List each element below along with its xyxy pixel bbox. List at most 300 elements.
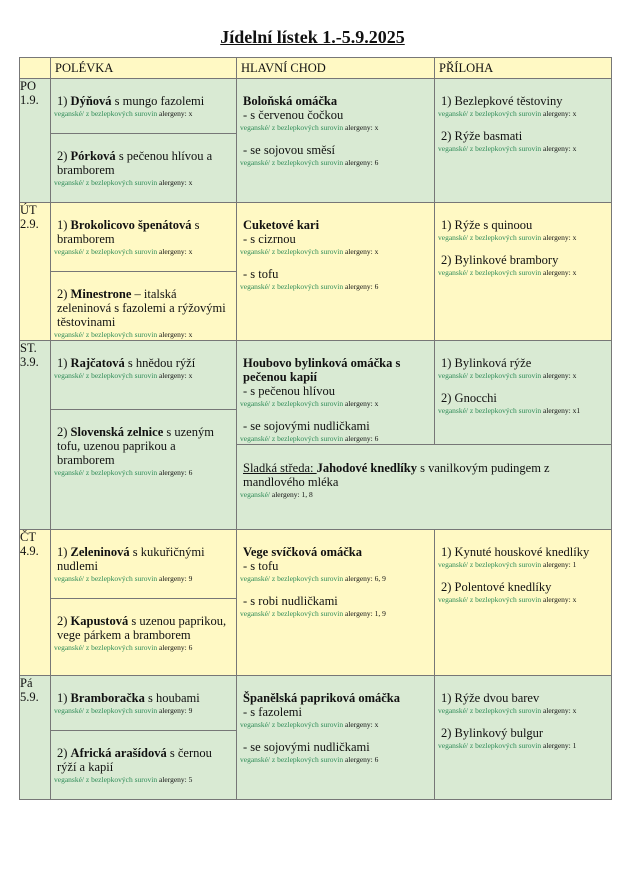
tag-separator: /	[81, 706, 86, 715]
gluten-free-tag: z bezlepkových surovin	[271, 755, 345, 764]
allergen-label: alergeny:	[344, 434, 375, 443]
allergen-value: x	[188, 178, 193, 187]
gluten-free-tag: z bezlepkových surovin	[85, 706, 159, 715]
header-soup: POLÉVKA	[51, 58, 237, 79]
allergen-tags	[438, 144, 608, 154]
allergen-tags	[438, 109, 608, 119]
soup-name	[54, 356, 233, 370]
allergen-tags	[240, 434, 431, 444]
vegan-tag: veganské	[54, 643, 82, 652]
main-course-cell	[237, 676, 435, 800]
allergen-value: x	[572, 595, 577, 604]
vegan-tag: veganské	[240, 282, 268, 291]
gluten-free-tag: z bezlepkových surovin	[469, 144, 543, 153]
soup-number: 2)	[57, 425, 71, 439]
vegan-tag: veganské	[438, 741, 466, 750]
allergen-value: 6, 9	[374, 574, 386, 583]
main-course-name	[240, 94, 431, 108]
allergen-label: alergeny:	[271, 490, 302, 499]
allergen-tags	[54, 247, 233, 257]
allergen-label: alergeny:	[158, 574, 189, 583]
day-row	[20, 676, 612, 731]
allergen-label: alergeny:	[158, 643, 189, 652]
allergen-tags	[54, 574, 233, 584]
allergen-tags	[438, 741, 608, 751]
tag-separator: /	[267, 399, 272, 408]
day-name: Pá	[20, 676, 33, 690]
allergen-tags	[438, 406, 608, 416]
allergen-label: alergeny:	[344, 399, 375, 408]
day-cell	[20, 79, 51, 203]
allergen-value: x	[572, 144, 577, 153]
allergen-value: x	[572, 268, 577, 277]
soup-description: s uzenou paprikou, vege párkem a bramborem	[57, 614, 227, 642]
gluten-free-tag: z bezlepkových surovin	[469, 595, 543, 604]
main-course-title: Boloňská omáčka	[243, 94, 338, 108]
vegan-tag: veganské	[54, 330, 82, 339]
soup-name	[54, 94, 233, 108]
soup-number: 1)	[57, 218, 71, 232]
side-dish: 1) Bezlepkové těstoviny	[441, 94, 563, 108]
allergen-label: alergeny:	[542, 144, 573, 153]
vegan-tag: veganské	[438, 233, 466, 242]
day-date: 2.9.	[20, 217, 39, 231]
soup-title: Kapustová	[70, 614, 129, 628]
day-date: 5.9.	[20, 690, 39, 704]
allergen-tags	[54, 706, 233, 716]
allergen-label: alergeny:	[158, 706, 189, 715]
soup-title: Zeleninová	[70, 545, 130, 559]
gluten-free-tag: z bezlepkových surovin	[469, 371, 543, 380]
allergen-value: x	[188, 247, 193, 256]
vegan-tag: veganské	[240, 609, 268, 618]
allergen-tags	[240, 399, 431, 409]
soup-number: 2)	[57, 149, 71, 163]
day-cell	[20, 676, 51, 800]
gluten-free-tag: z bezlepkových surovin	[85, 109, 159, 118]
allergen-value: x	[572, 233, 577, 242]
side-dish: 1) Rýže dvou barev	[441, 691, 540, 705]
main-course-option: - s cizrnou	[243, 232, 296, 246]
vegan-tag: veganské	[54, 574, 82, 583]
soup-description: s černou rýží a kapií	[57, 746, 212, 774]
vegan-tag: veganské	[240, 399, 268, 408]
soup-name	[54, 149, 233, 177]
main-course-name	[240, 356, 431, 384]
gluten-free-tag: z bezlepkových surovin	[85, 178, 159, 187]
soup-description: s pečenou hlívou a bramborem	[57, 149, 213, 177]
soup-cell	[51, 79, 237, 134]
tag-separator: /	[267, 490, 272, 499]
allergen-tags	[240, 720, 431, 730]
allergen-label: alergeny:	[344, 282, 375, 291]
soup-number: 2)	[57, 287, 71, 301]
allergen-value: 6	[188, 468, 193, 477]
tag-separator: /	[465, 595, 470, 604]
allergen-tags	[240, 158, 431, 168]
gluten-free-tag: z bezlepkových surovin	[271, 720, 345, 729]
allergen-tags	[54, 371, 233, 381]
vegan-tag: veganské	[240, 158, 268, 167]
gluten-free-tag: z bezlepkových surovin	[271, 247, 345, 256]
vegan-tag: veganské	[54, 178, 82, 187]
tag-separator: /	[81, 371, 86, 380]
gluten-free-tag: z bezlepkových surovin	[469, 741, 543, 750]
day-cell	[20, 203, 51, 341]
tag-separator: /	[465, 233, 470, 242]
gluten-free-tag: z bezlepkových surovin	[469, 706, 543, 715]
side-dish: 2) Gnocchi	[441, 391, 497, 405]
vegan-tag: veganské	[240, 574, 268, 583]
day-date: 4.9.	[20, 544, 39, 558]
allergen-tags	[240, 755, 431, 765]
tag-separator: /	[81, 574, 86, 583]
soup-name	[54, 218, 233, 246]
allergen-tags	[240, 574, 431, 584]
allergen-label: alergeny:	[542, 741, 573, 750]
allergen-label: alergeny:	[158, 468, 189, 477]
vegan-tag: veganské	[54, 371, 82, 380]
allergen-label: alergeny:	[542, 706, 573, 715]
allergen-label: alergeny:	[542, 406, 573, 415]
day-cell	[20, 530, 51, 676]
gluten-free-tag: z bezlepkových surovin	[85, 775, 159, 784]
soup-title: Minestrone	[70, 287, 132, 301]
soup-description: s hnědou rýží	[124, 356, 196, 370]
day-date: 1.9.	[20, 93, 39, 107]
soup-description: s uzeným tofu, uzenou paprikou a bramborem	[57, 425, 214, 467]
soup-cell	[51, 676, 237, 731]
allergen-tags	[54, 775, 233, 785]
soup-cell	[51, 599, 237, 676]
tag-separator: /	[267, 158, 272, 167]
allergen-label: alergeny:	[158, 178, 189, 187]
vegan-tag: veganské	[240, 490, 268, 499]
allergen-tags	[438, 233, 608, 243]
soup-cell	[51, 731, 237, 800]
main-course-title: Cuketové kari	[243, 218, 320, 232]
soup-cell	[51, 272, 237, 341]
tag-separator: /	[465, 144, 470, 153]
tag-separator: /	[465, 741, 470, 750]
tag-separator: /	[465, 109, 470, 118]
soup-description: s bramborem	[57, 218, 200, 246]
side-dish: 1) Bylinková rýže	[441, 356, 532, 370]
tag-separator: /	[81, 643, 86, 652]
day-row	[20, 530, 612, 599]
vegan-tag: veganské	[240, 720, 268, 729]
allergen-value: x	[188, 109, 193, 118]
side-dish: 1) Kynuté houskové knedlíky	[441, 545, 590, 559]
soup-name	[54, 691, 233, 705]
allergen-label: alergeny:	[158, 330, 189, 339]
allergen-tags	[438, 268, 608, 278]
soup-title: Pórková	[70, 149, 116, 163]
vegan-tag: veganské	[438, 595, 466, 604]
soup-name	[54, 545, 233, 573]
allergen-value: 1, 8	[301, 490, 313, 499]
allergen-value: 6	[188, 643, 193, 652]
allergen-value: 1, 9	[374, 609, 386, 618]
gluten-free-tag: z bezlepkových surovin	[469, 406, 543, 415]
main-course-cell	[237, 203, 435, 341]
soup-number: 2)	[57, 614, 71, 628]
tag-separator: /	[465, 371, 470, 380]
main-course-option: - se sojovými nudličkami	[243, 419, 370, 433]
allergen-value: x	[374, 123, 379, 132]
header-row	[20, 58, 612, 79]
tag-separator: /	[465, 268, 470, 277]
vegan-tag: veganské	[240, 247, 268, 256]
soup-cell	[51, 134, 237, 203]
allergen-value: 6	[374, 282, 379, 291]
main-course-title: Houbovo bylinková omáčka s pečenou kapií	[243, 356, 401, 384]
gluten-free-tag: z bezlepkových surovin	[271, 609, 345, 618]
tag-separator: /	[267, 434, 272, 443]
gluten-free-tag: z bezlepkových surovin	[271, 399, 345, 408]
vegan-tag: veganské	[438, 406, 466, 415]
allergen-value: 6	[374, 158, 379, 167]
allergen-value: x	[572, 371, 577, 380]
allergen-value: 6	[374, 434, 379, 443]
day-date: 3.9.	[20, 355, 39, 369]
vegan-tag: veganské	[438, 144, 466, 153]
soup-description: – italská zeleninová s fazolemi a rýžovými těstovinami	[57, 287, 226, 329]
allergen-value: x	[188, 330, 193, 339]
allergen-tags	[54, 468, 233, 478]
allergen-tags	[240, 123, 431, 133]
main-course-title: Španělská papriková omáčka	[243, 691, 400, 705]
allergen-value: 1	[572, 741, 577, 750]
tag-separator: /	[267, 123, 272, 132]
side-dish-cell	[435, 676, 612, 800]
allergen-label: alergeny:	[158, 371, 189, 380]
allergen-tags	[438, 706, 608, 716]
header-main: HLAVNÍ CHOD	[237, 58, 435, 79]
gluten-free-tag: z bezlepkových surovin	[271, 574, 345, 583]
tag-separator: /	[267, 720, 272, 729]
day-name: PO	[20, 79, 36, 93]
main-course-option: - s fazolemi	[243, 705, 303, 719]
vegan-tag: veganské	[54, 109, 82, 118]
vegan-tag: veganské	[438, 560, 466, 569]
allergen-label: alergeny:	[158, 775, 189, 784]
allergen-value: x	[374, 720, 379, 729]
day-name: ST.	[20, 341, 37, 355]
soup-name	[54, 746, 233, 774]
tag-separator: /	[267, 609, 272, 618]
tag-separator: /	[81, 330, 86, 339]
tag-separator: /	[267, 247, 272, 256]
soup-number: 1)	[57, 356, 71, 370]
gluten-free-tag: z bezlepkových surovin	[85, 574, 159, 583]
main-course-title: Vege svíčková omáčka	[243, 545, 362, 559]
main-course-option: - s tofu	[243, 267, 279, 281]
allergen-tags	[240, 247, 431, 257]
vegan-tag: veganské	[240, 123, 268, 132]
day-row	[20, 79, 612, 134]
allergen-label: alergeny:	[344, 574, 375, 583]
soup-title: Africká arašídová	[70, 746, 167, 760]
sweet-label: Sladká středa:	[243, 461, 317, 475]
gluten-free-tag: z bezlepkových surovin	[271, 434, 345, 443]
vegan-tag: veganské	[54, 706, 82, 715]
allergen-label: alergeny:	[344, 609, 375, 618]
allergen-label: alergeny:	[542, 371, 573, 380]
allergen-value: 6	[374, 755, 379, 764]
side-dish: 1) Rýže s quinoou	[441, 218, 533, 232]
soup-cell	[51, 341, 237, 410]
page-title: Jídelní lístek 1.-5.9.2025	[220, 27, 405, 47]
vegan-tag: veganské	[240, 755, 268, 764]
soup-number: 1)	[57, 691, 71, 705]
allergen-value: 9	[188, 706, 193, 715]
main-course-option: - s pečenou hlívou	[243, 384, 335, 398]
header-day	[20, 58, 51, 79]
allergen-value: x	[374, 247, 379, 256]
gluten-free-tag: z bezlepkových surovin	[469, 560, 543, 569]
allergen-value: 5	[188, 775, 193, 784]
main-course-option: - se sojovou směsí	[243, 143, 336, 157]
vegan-tag: veganské	[54, 468, 82, 477]
main-course-cell	[237, 530, 435, 676]
tag-separator: /	[81, 178, 86, 187]
soup-title: Bramboračka	[70, 691, 145, 705]
allergen-value: 1	[572, 560, 577, 569]
tag-separator: /	[267, 574, 272, 583]
tag-separator: /	[267, 755, 272, 764]
soup-name	[54, 614, 233, 642]
main-course-option: - se sojovými nudličkami	[243, 740, 370, 754]
main-course-cell	[237, 341, 435, 445]
soup-number: 2)	[57, 746, 71, 760]
allergen-tags	[438, 595, 608, 605]
gluten-free-tag: z bezlepkových surovin	[271, 158, 345, 167]
gluten-free-tag: z bezlepkových surovin	[85, 643, 159, 652]
allergen-value: x	[374, 399, 379, 408]
soup-description: s kukuřičnými nudlemi	[57, 545, 205, 573]
allergen-label: alergeny:	[344, 158, 375, 167]
soup-title: Brokolicovo špenátová	[70, 218, 192, 232]
allergen-tags	[438, 371, 608, 381]
main-course-name	[240, 691, 431, 705]
vegan-tag: veganské	[54, 775, 82, 784]
menu-table	[19, 57, 612, 800]
allergen-tags	[240, 282, 431, 292]
gluten-free-tag: z bezlepkových surovin	[271, 123, 345, 132]
gluten-free-tag: z bezlepkových surovin	[469, 268, 543, 277]
soup-cell	[51, 410, 237, 530]
allergen-value: x	[572, 706, 577, 715]
side-dish: 2) Bylinkové brambory	[441, 253, 559, 267]
allergen-value: x1	[572, 406, 581, 415]
allergen-label: alergeny:	[542, 268, 573, 277]
tag-separator: /	[465, 406, 470, 415]
main-course-name	[240, 545, 431, 559]
allergen-label: alergeny:	[344, 123, 375, 132]
sweet-description: s vanilkovým pudingem z mandlového mléka	[243, 461, 550, 489]
vegan-tag: veganské	[54, 247, 82, 256]
day-row	[20, 203, 612, 272]
allergen-label: alergeny:	[344, 720, 375, 729]
day-name: ČT	[20, 530, 36, 544]
gluten-free-tag: z bezlepkových surovin	[85, 247, 159, 256]
allergen-label: alergeny:	[542, 595, 573, 604]
soup-description: s mungo fazolemi	[111, 94, 205, 108]
tag-separator: /	[465, 560, 470, 569]
allergen-label: alergeny:	[542, 233, 573, 242]
tag-separator: /	[81, 775, 86, 784]
allergen-tags	[54, 178, 233, 188]
soup-name	[54, 425, 233, 467]
allergen-label: alergeny:	[344, 755, 375, 764]
side-dish-cell	[435, 530, 612, 676]
side-dish: 2) Bylinkový bulgur	[441, 726, 544, 740]
tag-separator: /	[465, 706, 470, 715]
allergen-label: alergeny:	[158, 109, 189, 118]
allergen-label: alergeny:	[344, 247, 375, 256]
allergen-label: alergeny:	[542, 109, 573, 118]
main-course-name	[240, 218, 431, 232]
allergen-tags	[438, 560, 608, 570]
main-course-option: - s robi nudličkami	[243, 594, 338, 608]
sweet-title: Jahodové knedlíky	[316, 461, 417, 475]
allergen-tags	[240, 490, 608, 500]
allergen-label: alergeny:	[158, 247, 189, 256]
allergen-tags	[54, 109, 233, 119]
soup-title: Dýňová	[70, 94, 112, 108]
gluten-free-tag: z bezlepkových surovin	[85, 330, 159, 339]
main-course-cell	[237, 79, 435, 203]
side-dish: 2) Polentové knedlíky	[441, 580, 552, 594]
side-dish-cell	[435, 203, 612, 341]
gluten-free-tag: z bezlepkových surovin	[469, 233, 543, 242]
allergen-tags	[54, 330, 233, 340]
tag-separator: /	[81, 247, 86, 256]
allergen-label: alergeny:	[542, 560, 573, 569]
vegan-tag: veganské	[438, 109, 466, 118]
side-dish-cell	[435, 79, 612, 203]
sweet-dish	[240, 461, 608, 489]
vegan-tag: veganské	[438, 706, 466, 715]
allergen-value: 9	[188, 574, 193, 583]
gluten-free-tag: z bezlepkových surovin	[85, 371, 159, 380]
allergen-value: x	[188, 371, 193, 380]
vegan-tag: veganské	[438, 268, 466, 277]
allergen-tags	[54, 643, 233, 653]
tag-separator: /	[81, 109, 86, 118]
header-side: PŘÍLOHA	[435, 58, 612, 79]
gluten-free-tag: z bezlepkových surovin	[85, 468, 159, 477]
soup-title: Rajčatová	[70, 356, 125, 370]
allergen-value: x	[572, 109, 577, 118]
main-course-option: - s červenou čočkou	[243, 108, 344, 122]
day-cell	[20, 341, 51, 530]
gluten-free-tag: z bezlepkových surovin	[469, 109, 543, 118]
tag-separator: /	[81, 468, 86, 477]
gluten-free-tag: z bezlepkových surovin	[271, 282, 345, 291]
soup-cell	[51, 530, 237, 599]
main-course-option: - s tofu	[243, 559, 279, 573]
soup-cell	[51, 203, 237, 272]
soup-number: 1)	[57, 94, 71, 108]
soup-number: 1)	[57, 545, 71, 559]
soup-name	[54, 287, 233, 329]
soup-description: s houbami	[144, 691, 200, 705]
allergen-tags	[240, 609, 431, 619]
soup-title: Slovenská zelnice	[70, 425, 164, 439]
sweet-wednesday-cell	[237, 445, 612, 530]
